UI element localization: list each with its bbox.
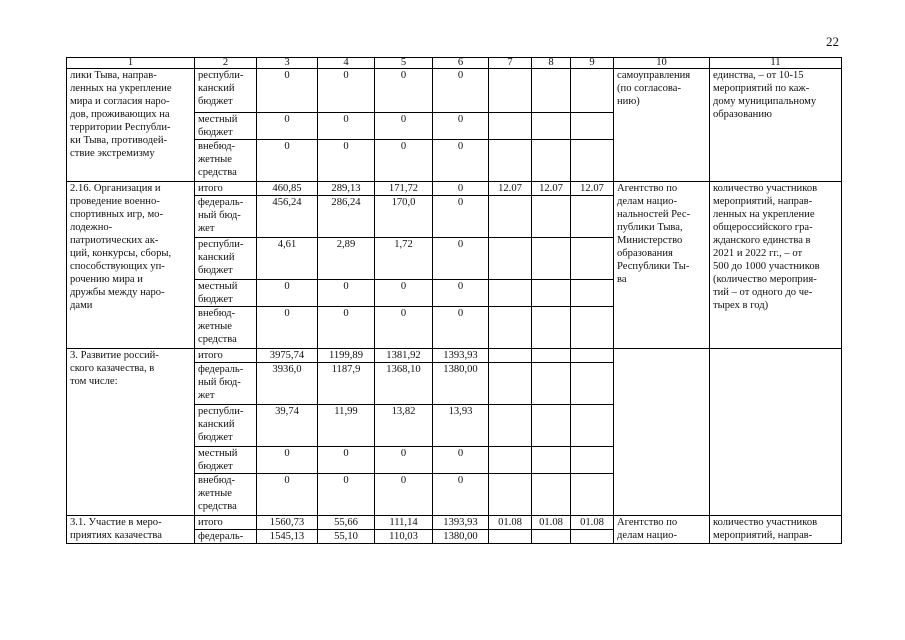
value-cell-c9 xyxy=(571,474,614,516)
value-cell-c9: 12.07 xyxy=(571,182,614,196)
value-cell-c9: 01.08 xyxy=(571,516,614,530)
page-number: 22 xyxy=(826,34,839,49)
activity-description: 2.16. Организация и проведение военно- спортивных игр, мо- лодежно- патриотических ак- ций, конкурсы, сборы, способствующих уп- рочению мира и дружбы между наро- дами xyxy=(67,182,195,349)
value-cell-c7 xyxy=(489,238,532,280)
value-cell-c5: 1,72 xyxy=(375,238,433,280)
value-cell-c3: 456,24 xyxy=(257,196,318,238)
value-cell-c7 xyxy=(489,140,532,182)
value-cell-c3: 0 xyxy=(257,474,318,516)
funding-source: внебюд- жетные средства xyxy=(195,140,257,182)
value-cell-c4: 0 xyxy=(318,474,375,516)
funding-source: республи- канский бюджет xyxy=(195,69,257,113)
value-cell-c6: 0 xyxy=(433,447,489,474)
value-cell-c3: 0 xyxy=(257,69,318,113)
value-cell-c3: 39,74 xyxy=(257,405,318,447)
value-cell-c8 xyxy=(532,69,571,113)
funding-source: федераль- ный бюд- жет xyxy=(195,363,257,405)
executor-cell xyxy=(614,349,710,516)
value-cell-c9 xyxy=(571,113,614,140)
table-row xyxy=(67,182,842,196)
value-cell-c4: 55,10 xyxy=(318,530,375,544)
value-cell-c8 xyxy=(532,140,571,182)
value-cell-c4: 1187,9 xyxy=(318,363,375,405)
value-cell-c9 xyxy=(571,447,614,474)
value-cell-c6: 0 xyxy=(433,69,489,113)
value-cell-c6: 1380,00 xyxy=(433,363,489,405)
column-header: 4 xyxy=(318,58,375,69)
value-cell-c4: 0 xyxy=(318,280,375,307)
activity-description: 3.1. Участие в меро- приятиях казачества xyxy=(67,516,195,544)
value-cell-c4: 0 xyxy=(318,69,375,113)
indicator-cell: единства, – от 10-15 мероприятий по каж- дому муниципальному образованию xyxy=(710,69,842,182)
value-cell-c3: 460,85 xyxy=(257,182,318,196)
value-cell-c5: 0 xyxy=(375,69,433,113)
value-cell-c7 xyxy=(489,196,532,238)
column-header: 9 xyxy=(571,58,614,69)
value-cell-c6: 1393,93 xyxy=(433,349,489,363)
value-cell-c7 xyxy=(489,69,532,113)
value-cell-c3: 1545,13 xyxy=(257,530,318,544)
funding-source: внебюд- жетные средства xyxy=(195,474,257,516)
value-cell-c8 xyxy=(532,363,571,405)
funding-source: федераль- ный бюд- жет xyxy=(195,196,257,238)
value-cell-c6: 0 xyxy=(433,474,489,516)
executor-cell: Агентство по делам нацио- xyxy=(614,516,710,544)
indicator-cell: количество участников мероприятий, направ- ленных на укрепление общероссийского гра- жданского единства в 2021 и 2022 гг., – от 500 до 1000 участников (количество мероприя- тий – от одного до че- тырех в год) xyxy=(710,182,842,349)
value-cell-c6: 0 xyxy=(433,307,489,349)
value-cell-c9 xyxy=(571,196,614,238)
column-header: 3 xyxy=(257,58,318,69)
value-cell-c6: 0 xyxy=(433,196,489,238)
value-cell-c4: 286,24 xyxy=(318,196,375,238)
value-cell-c7: 01.08 xyxy=(489,516,532,530)
value-cell-c4: 0 xyxy=(318,140,375,182)
value-cell-c8: 01.08 xyxy=(532,516,571,530)
value-cell-c8: 12.07 xyxy=(532,182,571,196)
value-cell-c6: 13,93 xyxy=(433,405,489,447)
value-cell-c5: 0 xyxy=(375,280,433,307)
value-cell-c7: 12.07 xyxy=(489,182,532,196)
value-cell-c4: 0 xyxy=(318,447,375,474)
value-cell-c9 xyxy=(571,280,614,307)
value-cell-c5: 111,14 xyxy=(375,516,433,530)
value-cell-c5: 1381,92 xyxy=(375,349,433,363)
funding-source: итого xyxy=(195,516,257,530)
value-cell-c4: 289,13 xyxy=(318,182,375,196)
funding-source: республи- канский бюджет xyxy=(195,405,257,447)
value-cell-c8 xyxy=(532,530,571,544)
value-cell-c9 xyxy=(571,363,614,405)
value-cell-c7 xyxy=(489,349,532,363)
value-cell-c6: 0 xyxy=(433,238,489,280)
value-cell-c6: 1393,93 xyxy=(433,516,489,530)
value-cell-c3: 3936,0 xyxy=(257,363,318,405)
value-cell-c6: 0 xyxy=(433,182,489,196)
value-cell-c6: 0 xyxy=(433,113,489,140)
value-cell-c4: 55,66 xyxy=(318,516,375,530)
funding-source: федераль- xyxy=(195,530,257,544)
funding-source: итого xyxy=(195,349,257,363)
value-cell-c4: 0 xyxy=(318,113,375,140)
value-cell-c7 xyxy=(489,113,532,140)
executor-cell: самоуправления (по согласова- нию) xyxy=(614,69,710,182)
value-cell-c4: 0 xyxy=(318,307,375,349)
value-cell-c6: 0 xyxy=(433,280,489,307)
value-cell-c7 xyxy=(489,363,532,405)
table-row xyxy=(67,516,842,530)
value-cell-c3: 0 xyxy=(257,140,318,182)
value-cell-c6: 1380,00 xyxy=(433,530,489,544)
value-cell-c3: 1560,73 xyxy=(257,516,318,530)
funding-source: республи- канский бюджет xyxy=(195,238,257,280)
value-cell-c8 xyxy=(532,474,571,516)
value-cell-c3: 0 xyxy=(257,447,318,474)
value-cell-c9 xyxy=(571,69,614,113)
funding-source: внебюд- жетные средства xyxy=(195,307,257,349)
value-cell-c4: 1199,89 xyxy=(318,349,375,363)
column-header: 6 xyxy=(433,58,489,69)
funding-source: итого xyxy=(195,182,257,196)
value-cell-c8 xyxy=(532,447,571,474)
value-cell-c8 xyxy=(532,196,571,238)
value-cell-c7 xyxy=(489,474,532,516)
activity-description: лики Тыва, направ- ленных на укрепление мира и согласия наро- дов, проживающих на территории Республи- ки Тыва, противодей- ствие экстремизму xyxy=(67,69,195,182)
value-cell-c5: 0 xyxy=(375,307,433,349)
value-cell-c8 xyxy=(532,307,571,349)
value-cell-c4: 2,89 xyxy=(318,238,375,280)
value-cell-c7 xyxy=(489,405,532,447)
value-cell-c9 xyxy=(571,140,614,182)
column-header: 10 xyxy=(614,58,710,69)
funding-source: местный бюджет xyxy=(195,447,257,474)
value-cell-c5: 0 xyxy=(375,113,433,140)
value-cell-c8 xyxy=(532,405,571,447)
value-cell-c8 xyxy=(532,349,571,363)
value-cell-c7 xyxy=(489,530,532,544)
budget-table xyxy=(66,57,842,544)
column-header: 8 xyxy=(532,58,571,69)
indicator-cell: количество участников мероприятий, направ- xyxy=(710,516,842,544)
header-row xyxy=(67,58,842,69)
column-header: 11 xyxy=(710,58,842,69)
value-cell-c6: 0 xyxy=(433,140,489,182)
value-cell-c5: 0 xyxy=(375,140,433,182)
value-cell-c7 xyxy=(489,447,532,474)
value-cell-c8 xyxy=(532,113,571,140)
column-header: 1 xyxy=(67,58,195,69)
value-cell-c5: 110,03 xyxy=(375,530,433,544)
value-cell-c9 xyxy=(571,530,614,544)
value-cell-c5: 0 xyxy=(375,474,433,516)
value-cell-c5: 0 xyxy=(375,447,433,474)
value-cell-c3: 4,61 xyxy=(257,238,318,280)
value-cell-c3: 0 xyxy=(257,280,318,307)
value-cell-c3: 3975,74 xyxy=(257,349,318,363)
value-cell-c3: 0 xyxy=(257,113,318,140)
column-header: 2 xyxy=(195,58,257,69)
value-cell-c3: 0 xyxy=(257,307,318,349)
value-cell-c7 xyxy=(489,280,532,307)
table-row xyxy=(67,349,842,363)
value-cell-c8 xyxy=(532,238,571,280)
value-cell-c9 xyxy=(571,238,614,280)
value-cell-c5: 13,82 xyxy=(375,405,433,447)
value-cell-c9 xyxy=(571,349,614,363)
executor-cell: Агентство по делам нацио- нальностей Рес- публики Тыва, Министерство образования Республики Ты- ва xyxy=(614,182,710,349)
value-cell-c9 xyxy=(571,307,614,349)
funding-source: местный бюджет xyxy=(195,280,257,307)
indicator-cell xyxy=(710,349,842,516)
value-cell-c4: 11,99 xyxy=(318,405,375,447)
table-row xyxy=(67,69,842,113)
value-cell-c5: 170,0 xyxy=(375,196,433,238)
value-cell-c8 xyxy=(532,280,571,307)
column-header: 5 xyxy=(375,58,433,69)
activity-description: 3. Развитие россий- ского казачества, в том числе: xyxy=(67,349,195,516)
value-cell-c7 xyxy=(489,307,532,349)
value-cell-c9 xyxy=(571,405,614,447)
value-cell-c5: 171,72 xyxy=(375,182,433,196)
funding-source: местный бюджет xyxy=(195,113,257,140)
value-cell-c5: 1368,10 xyxy=(375,363,433,405)
column-header: 7 xyxy=(489,58,532,69)
